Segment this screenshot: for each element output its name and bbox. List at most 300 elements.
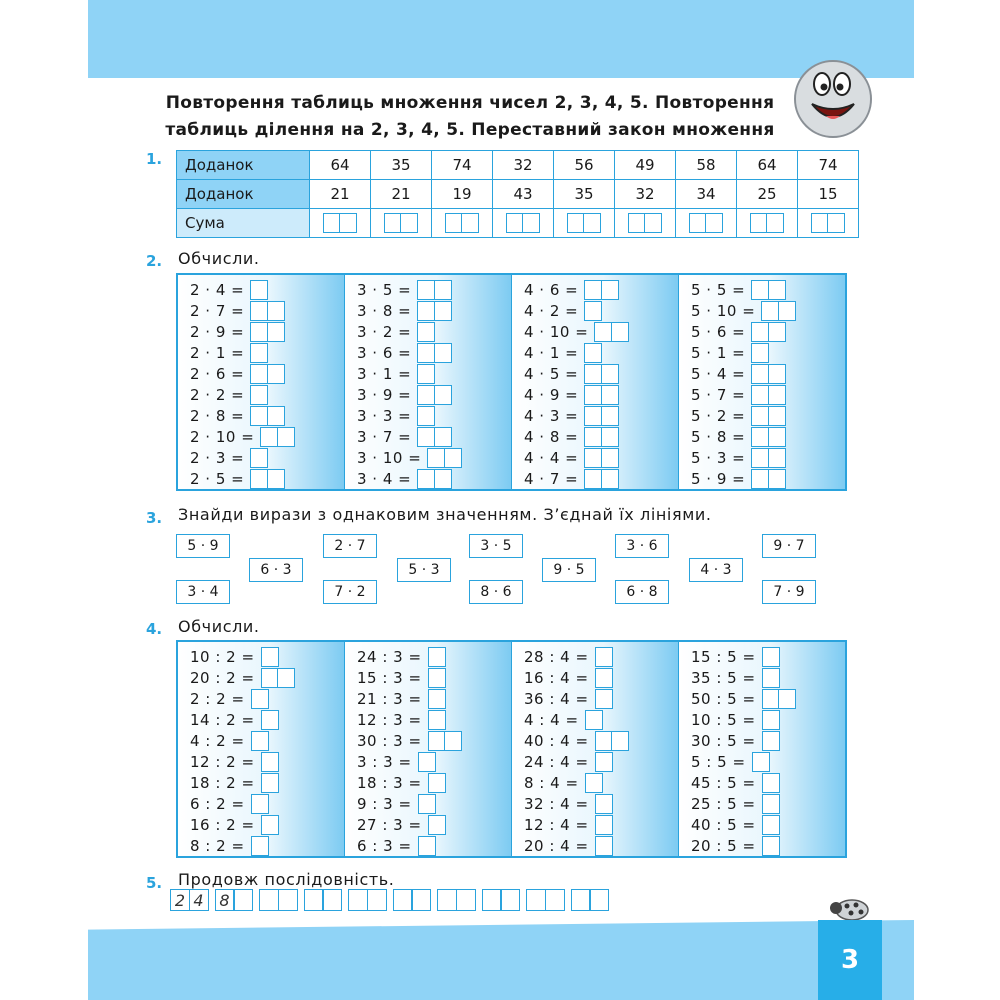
cell-group [393,889,432,911]
answer-box[interactable] [250,364,268,384]
answer-boxes[interactable] [261,647,279,667]
answer-boxes[interactable] [251,794,269,814]
answer-box[interactable] [768,469,786,489]
answer-box[interactable] [418,794,436,814]
answer-boxes[interactable] [762,794,780,814]
answer-boxes[interactable] [250,385,268,405]
answer-boxes[interactable] [584,469,619,489]
expression-row [512,426,678,447]
answer-box[interactable] [601,385,619,405]
answer-box[interactable] [250,448,268,468]
expression-chip[interactable]: 6 · 3 [249,558,303,582]
answer-box[interactable] [585,773,603,793]
answer-box[interactable] [267,301,285,321]
sum-cell[interactable] [493,209,554,238]
answer-boxes[interactable] [761,301,796,321]
expression-chip[interactable]: 9 · 5 [542,558,596,582]
sum-answer-boxes[interactable] [384,213,419,233]
sequence-answer-box[interactable] [545,889,565,911]
answer-box[interactable] [339,213,357,233]
answer-boxes[interactable] [584,343,602,363]
answer-boxes[interactable] [250,448,268,468]
answer-boxes[interactable] [762,668,780,688]
answer-box[interactable] [427,448,445,468]
answer-boxes[interactable] [584,280,619,300]
answer-box[interactable] [595,731,613,751]
answer-box[interactable] [250,322,268,342]
expression-text: 2 · 6 = [190,364,245,383]
expression-text: 2 · 3 = [190,448,245,467]
sum-cell[interactable] [310,209,371,238]
answer-box[interactable] [762,794,780,814]
answer-boxes[interactable] [417,469,452,489]
answer-box[interactable] [267,469,285,489]
answer-box[interactable] [417,385,435,405]
sum-cell[interactable] [798,209,859,238]
sequence-answer-box[interactable] [589,889,609,911]
answer-box[interactable] [261,773,279,793]
sum-answer-boxes[interactable] [750,213,785,233]
answer-boxes[interactable] [428,815,446,835]
answer-box[interactable] [778,689,796,709]
sum-cell[interactable] [615,209,676,238]
expression-row [345,405,511,426]
expression-text: 35 : 5 = [691,668,756,687]
expression-row [345,667,511,688]
answer-box[interactable] [644,213,662,233]
expression-row [178,426,344,447]
answer-box[interactable] [768,448,786,468]
answer-boxes[interactable] [751,385,786,405]
expression-chip[interactable]: 3 · 6 [615,534,669,558]
answer-box[interactable] [768,322,786,342]
answer-box[interactable] [428,668,446,688]
expression-chip[interactable]: 7 · 9 [762,580,816,604]
answer-boxes[interactable] [595,836,613,856]
answer-boxes[interactable] [417,385,452,405]
answer-box[interactable] [762,647,780,667]
expression-chip[interactable]: 2 · 7 [323,534,377,558]
sum-answer-boxes[interactable] [628,213,663,233]
answer-boxes[interactable] [751,406,786,426]
sum-answer-boxes[interactable] [445,213,480,233]
answer-boxes[interactable] [584,301,602,321]
answer-box[interactable] [251,794,269,814]
expression-text: 4 · 1 = [524,343,579,362]
answer-boxes[interactable] [428,647,446,667]
answer-boxes[interactable] [751,343,769,363]
expression-chip[interactable]: 8 · 6 [469,580,523,604]
answer-boxes[interactable] [417,280,452,300]
answer-box[interactable] [601,280,619,300]
answer-boxes[interactable] [428,668,446,688]
expression-chip[interactable]: 4 · 3 [689,558,743,582]
answer-box[interactable] [751,322,769,342]
grid-column [345,275,512,489]
answer-box[interactable] [601,364,619,384]
sum-answer-boxes[interactable] [323,213,358,233]
answer-box[interactable] [261,647,279,667]
expression-chip[interactable]: 3 · 5 [469,534,523,558]
answer-box[interactable] [594,322,612,342]
answer-box[interactable] [583,213,601,233]
expression-chip[interactable]: 9 · 7 [762,534,816,558]
sequence-answer-box[interactable] [500,889,520,911]
answer-box[interactable] [601,427,619,447]
answer-boxes[interactable] [250,280,268,300]
answer-boxes[interactable] [595,647,613,667]
answer-box[interactable] [434,301,452,321]
answer-boxes[interactable] [428,689,446,709]
answer-box[interactable] [601,448,619,468]
answer-box[interactable] [761,301,779,321]
expression-row [345,279,511,300]
answer-boxes[interactable] [261,668,296,688]
answer-box[interactable] [267,364,285,384]
answer-box[interactable] [766,213,784,233]
answer-boxes[interactable] [251,836,269,856]
answer-boxes[interactable] [595,689,613,709]
answer-boxes[interactable] [428,731,463,751]
expression-chip[interactable]: 7 · 2 [323,580,377,604]
expression-chip[interactable]: 3 · 4 [176,580,230,604]
answer-boxes[interactable] [585,773,603,793]
answer-boxes[interactable] [260,427,295,447]
sequence-answer-box[interactable] [233,889,253,911]
answer-box[interactable] [250,301,268,321]
answer-box[interactable] [584,469,602,489]
answer-boxes[interactable] [417,427,452,447]
answer-box[interactable] [751,343,769,363]
answer-box[interactable] [811,213,829,233]
answer-boxes[interactable] [585,710,603,730]
answer-boxes[interactable] [752,752,770,772]
answer-boxes[interactable] [584,427,619,447]
answer-box[interactable] [251,689,269,709]
answer-boxes[interactable] [762,836,780,856]
expression-row [178,835,344,856]
answer-box[interactable] [434,427,452,447]
answer-box[interactable] [277,427,295,447]
answer-boxes[interactable] [251,689,269,709]
expression-text: 5 · 1 = [691,343,746,362]
answer-box[interactable] [267,322,285,342]
answer-boxes[interactable] [762,773,780,793]
sum-answer-boxes[interactable] [567,213,602,233]
answer-box[interactable] [762,668,780,688]
answer-box[interactable] [584,385,602,405]
answer-box[interactable] [434,469,452,489]
sequence-answer-box[interactable] [367,889,387,911]
expression-text: 5 · 9 = [691,469,746,488]
answer-box[interactable] [595,752,613,772]
answer-box[interactable] [751,406,769,426]
expression-text: 36 : 4 = [524,689,589,708]
answer-boxes[interactable] [594,322,629,342]
answer-box[interactable] [428,689,446,709]
answer-boxes[interactable] [595,731,630,751]
answer-box[interactable] [750,213,768,233]
answer-boxes[interactable] [261,773,279,793]
addend-cell: 74 [798,151,859,180]
answer-boxes[interactable] [762,689,797,709]
expression-text: 2 · 5 = [190,469,245,488]
expression-chip[interactable]: 5 · 3 [397,558,451,582]
answer-box[interactable] [585,710,603,730]
answer-box[interactable] [751,280,769,300]
expression-chip[interactable]: 5 · 9 [176,534,230,558]
answer-box[interactable] [628,213,646,233]
answer-box[interactable] [751,385,769,405]
sequence-answer-box[interactable] [259,889,279,911]
sum-cell[interactable] [554,209,615,238]
answer-box[interactable] [417,301,435,321]
answer-box[interactable] [461,213,479,233]
sequence-answer-box[interactable] [278,889,298,911]
answer-box[interactable] [752,752,770,772]
answer-box[interactable] [762,710,780,730]
answer-box[interactable] [417,343,435,363]
sum-answer-boxes[interactable] [689,213,724,233]
sequence-answer-box[interactable] [456,889,476,911]
answer-box[interactable] [417,469,435,489]
answer-box[interactable] [611,322,629,342]
answer-box[interactable] [418,752,436,772]
expression-row [679,321,845,342]
expression-text: 5 · 2 = [691,406,746,425]
expression-text: 5 · 6 = [691,322,746,341]
answer-boxes[interactable] [751,322,786,342]
cell-group [482,889,521,911]
expression-text: 12 : 3 = [357,710,422,729]
answer-box[interactable] [506,213,524,233]
addend-cell: 32 [615,180,676,209]
answer-box[interactable] [428,647,446,667]
answer-boxes[interactable] [261,710,279,730]
answer-boxes[interactable] [250,343,268,363]
answer-box[interactable] [751,469,769,489]
answer-box[interactable] [595,815,613,835]
answer-box[interactable] [417,322,435,342]
answer-box[interactable] [584,343,602,363]
answer-boxes[interactable] [751,427,786,447]
answer-box[interactable] [522,213,540,233]
answer-box[interactable] [762,773,780,793]
answer-boxes[interactable] [584,385,619,405]
expression-row [679,709,845,730]
answer-boxes[interactable] [418,836,436,856]
answer-box[interactable] [277,668,295,688]
answer-boxes[interactable] [417,322,435,342]
row-label: Доданок [177,180,310,209]
answer-box[interactable] [762,689,780,709]
sequence-answer-box[interactable] [482,889,502,911]
answer-boxes[interactable] [428,773,446,793]
answer-boxes[interactable] [251,731,269,751]
answer-box[interactable] [584,448,602,468]
answer-box[interactable] [261,668,279,688]
answer-box[interactable] [584,406,602,426]
answer-boxes[interactable] [261,752,279,772]
answer-box[interactable] [250,385,268,405]
answer-box[interactable] [584,364,602,384]
answer-boxes[interactable] [595,668,613,688]
sequence-answer-box[interactable] [526,889,546,911]
expression-row [345,835,511,856]
answer-box[interactable] [762,731,780,751]
answer-box[interactable] [584,280,602,300]
answer-box[interactable] [705,213,723,233]
answer-boxes[interactable] [417,406,435,426]
answer-boxes[interactable] [417,364,435,384]
answer-box[interactable] [567,213,585,233]
addend-cell: 32 [493,151,554,180]
expression-text: 27 : 3 = [357,815,422,834]
answer-box[interactable] [595,647,613,667]
answer-box[interactable] [434,280,452,300]
expression-row [178,772,344,793]
answer-box[interactable] [323,213,341,233]
answer-box[interactable] [595,668,613,688]
expression-chip[interactable]: 6 · 8 [615,580,669,604]
answer-boxes[interactable] [584,364,619,384]
answer-box[interactable] [384,213,402,233]
answer-boxes[interactable] [762,647,780,667]
answer-box[interactable] [260,427,278,447]
expression-text: 4 · 10 = [524,322,589,341]
answer-box[interactable] [267,406,285,426]
answer-box[interactable] [584,301,602,321]
sum-answer-boxes[interactable] [506,213,541,233]
answer-box[interactable] [417,406,435,426]
answer-boxes[interactable] [762,815,780,835]
expression-row [512,300,678,321]
answer-box[interactable] [768,427,786,447]
answer-box[interactable] [601,469,619,489]
answer-box[interactable] [778,301,796,321]
answer-box[interactable] [428,731,446,751]
answer-boxes[interactable] [418,752,436,772]
answer-box[interactable] [762,815,780,835]
answer-box[interactable] [444,448,462,468]
answer-boxes[interactable] [595,815,613,835]
answer-boxes[interactable] [250,364,285,384]
answer-boxes[interactable] [417,343,452,363]
answer-boxes[interactable] [584,448,619,468]
answer-box[interactable] [768,364,786,384]
answer-boxes[interactable] [751,364,786,384]
sequence-answer-box[interactable] [393,889,413,911]
answer-box[interactable] [434,343,452,363]
sequence-answer-box[interactable] [304,889,324,911]
answer-boxes[interactable] [428,710,446,730]
sum-cell[interactable] [737,209,798,238]
expression-text: 4 · 5 = [524,364,579,383]
answer-box[interactable] [417,364,435,384]
answer-box[interactable] [751,364,769,384]
sequence-answer-box[interactable] [437,889,457,911]
answer-boxes[interactable] [261,815,279,835]
expression-text: 3 · 5 = [357,280,412,299]
sequence-answer-box[interactable] [322,889,342,911]
answer-box[interactable] [428,773,446,793]
sum-cell[interactable] [676,209,737,238]
answer-box[interactable] [418,836,436,856]
answer-boxes[interactable] [762,710,780,730]
answer-box[interactable] [428,815,446,835]
answer-boxes[interactable] [250,469,285,489]
answer-box[interactable] [584,427,602,447]
answer-box[interactable] [595,689,613,709]
sequence-answer-box[interactable] [348,889,368,911]
expression-row [345,709,511,730]
sequence-answer-box[interactable] [571,889,591,911]
expression-text: 8 : 2 = [190,836,245,855]
sum-answer-boxes[interactable] [811,213,846,233]
answer-boxes[interactable] [584,406,619,426]
answer-box[interactable] [250,469,268,489]
answer-box[interactable] [444,731,462,751]
answer-box[interactable] [595,836,613,856]
expression-text: 3 · 7 = [357,427,412,446]
sum-cell[interactable] [432,209,493,238]
answer-boxes[interactable] [595,794,613,814]
answer-box[interactable] [417,280,435,300]
answer-box[interactable] [434,385,452,405]
answer-boxes[interactable] [762,731,780,751]
answer-box[interactable] [400,213,418,233]
answer-boxes[interactable] [250,301,285,321]
answer-boxes[interactable] [427,448,462,468]
answer-box[interactable] [611,731,629,751]
answer-box[interactable] [445,213,463,233]
answer-boxes[interactable] [595,752,613,772]
answer-box[interactable] [595,794,613,814]
answer-boxes[interactable] [751,448,786,468]
expression-row [679,835,845,856]
answer-box[interactable] [261,710,279,730]
answer-box[interactable] [768,280,786,300]
sequence-answer-box[interactable] [411,889,431,911]
expression-row [178,667,344,688]
answer-boxes[interactable] [417,301,452,321]
answer-box[interactable] [251,731,269,751]
answer-box[interactable] [417,427,435,447]
answer-box[interactable] [261,815,279,835]
answer-box[interactable] [762,836,780,856]
answer-box[interactable] [261,752,279,772]
answer-boxes[interactable] [418,794,436,814]
answer-box[interactable] [768,385,786,405]
answer-box[interactable] [251,836,269,856]
answer-boxes[interactable] [250,406,285,426]
answer-box[interactable] [751,427,769,447]
sum-cell[interactable] [371,209,432,238]
answer-box[interactable] [250,406,268,426]
answer-box[interactable] [601,406,619,426]
answer-box[interactable] [689,213,707,233]
answer-box[interactable] [751,448,769,468]
answer-box[interactable] [428,710,446,730]
answer-box[interactable] [768,406,786,426]
answer-boxes[interactable] [751,280,786,300]
row-label: Сума [177,209,310,238]
answer-box[interactable] [827,213,845,233]
answer-boxes[interactable] [250,322,285,342]
answer-boxes[interactable] [751,469,786,489]
answer-box[interactable] [250,343,268,363]
answer-box[interactable] [250,280,268,300]
